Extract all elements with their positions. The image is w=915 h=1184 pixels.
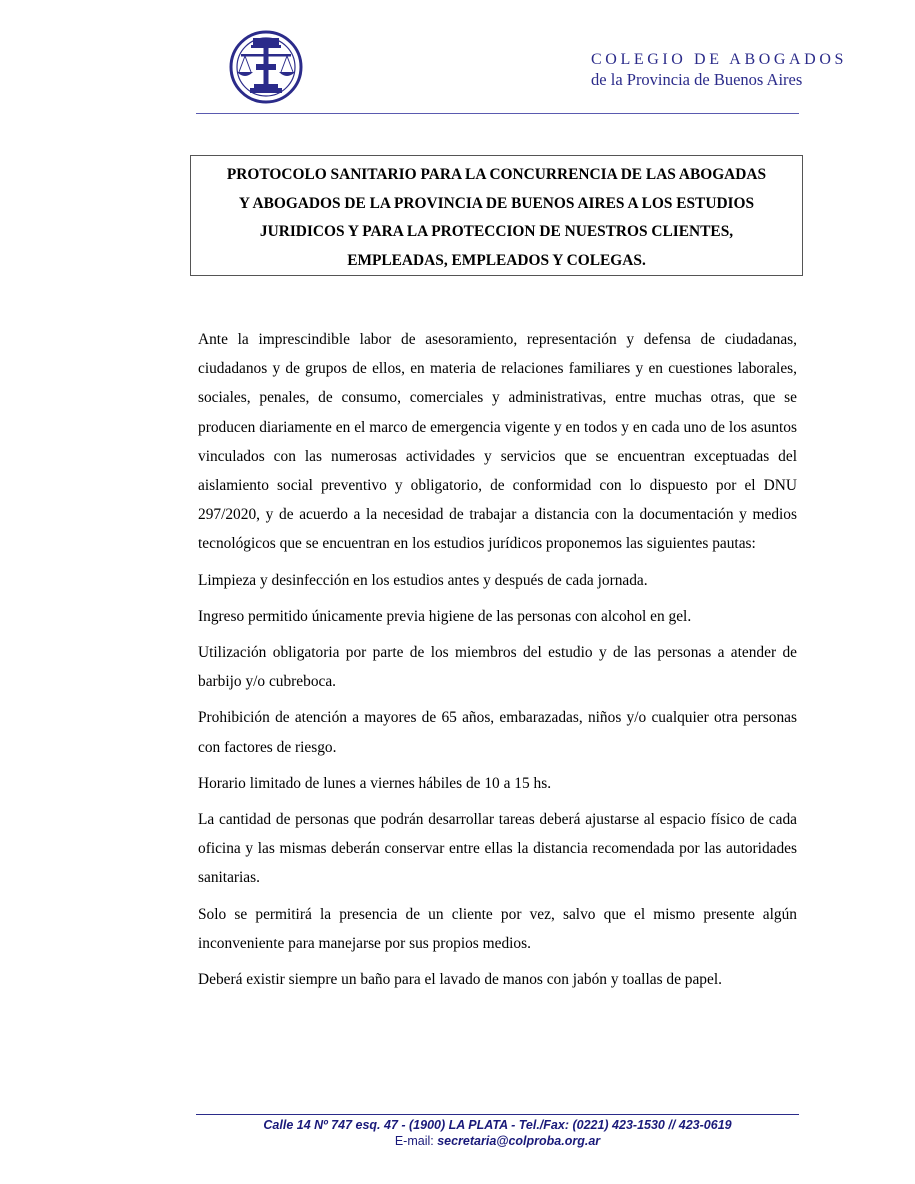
footer <box>196 1117 799 1149</box>
protocol-item: La cantidad de personas que podrán desarrollar tareas deberá ajustarse al espacio físico de cada oficina y las mismas deberán conservar entre ellas la distancia recomendada por las autoridades sanitarias. <box>198 811 797 887</box>
protocol-item: Deberá existir siempre un baño para el lavado de manos con jabón y toallas de papel. <box>198 971 722 989</box>
title-line: EMPLEADAS, EMPLEADOS Y COLEGAS. <box>347 251 646 269</box>
footer-divider <box>196 1114 799 1115</box>
header-divider <box>196 113 799 114</box>
organization-subtitle: de la Provincia de Buenos Aires <box>591 70 803 89</box>
organization-name: COLEGIO DE ABOGADOS <box>591 51 847 68</box>
document-title-box <box>190 155 803 276</box>
intro-paragraph: Ante la imprescindible labor de asesoramiento, representación y defensa de ciudadanas, ciudadanos y de grupos de ellos, en materia de relaciones familiares y en cuestiones laborales, sociales, penales, de consumo, comerciales y administrativas, entre muchas otras, que se producen diariamente en el marco de emergencia vigente y en todos y en cada uno de los asuntos vinculados con las numerosas actividades y servicios que se encuentran exceptuadas del aislamiento social preventivo y obligatorio, de conformidad con lo dispuesto por el DNU 297/2020, y de acuerdo a la necesidad de trabajar a distancia con la documentación y medios tecnológicos que se encuentran en los estudios jurídicos proponemos las siguientes pautas: <box>198 331 797 553</box>
protocol-item: Prohibición de atención a mayores de 65 años, embarazadas, niños y/o cualquier otra personas con factores de riesgo. <box>198 709 797 756</box>
protocol-item: Ingreso permitido únicamente previa higiene de las personas con alcohol en gel. <box>198 607 692 625</box>
document-body <box>198 325 797 994</box>
organization-name-block <box>591 50 847 89</box>
email-address[interactable]: secretaria@colproba.org.ar <box>437 1134 601 1148</box>
title-line: JURIDICOS Y PARA LA PROTECCION DE NUESTROS CLIENTES, <box>259 223 734 240</box>
scales-of-justice-seal-icon <box>229 30 303 104</box>
footer-email-line <box>196 1133 799 1149</box>
title-line: PROTOCOLO SANITARIO PARA LA CONCURRENCIA DE LAS ABOGADAS <box>226 166 767 183</box>
protocol-item: Solo se permitirá la presencia de un cliente por vez, salvo que el mismo presente algún inconveniente para manejarse por sus propios medios. <box>198 905 797 952</box>
email-label: E-mail: <box>394 1134 438 1148</box>
title-line: Y ABOGADOS DE LA PROVINCIA DE BUENOS AIRES A LOS ESTUDIOS <box>238 194 755 212</box>
protocol-item: Limpieza y desinfección en los estudios antes y después de cada jornada. <box>198 571 648 589</box>
protocol-item: Horario limitado de lunes a viernes hábiles de 10 a 15 hs. <box>198 774 552 792</box>
protocol-item: Utilización obligatoria por parte de los miembros del estudio y de las personas a atender de barbijo y/o cubreboca. <box>198 644 797 691</box>
footer-address: Calle 14 Nº 747 esq. 47 - (1900) LA PLATA - Tel./Fax: (0221) 423-1530 // 423-0619 <box>263 1118 732 1132</box>
